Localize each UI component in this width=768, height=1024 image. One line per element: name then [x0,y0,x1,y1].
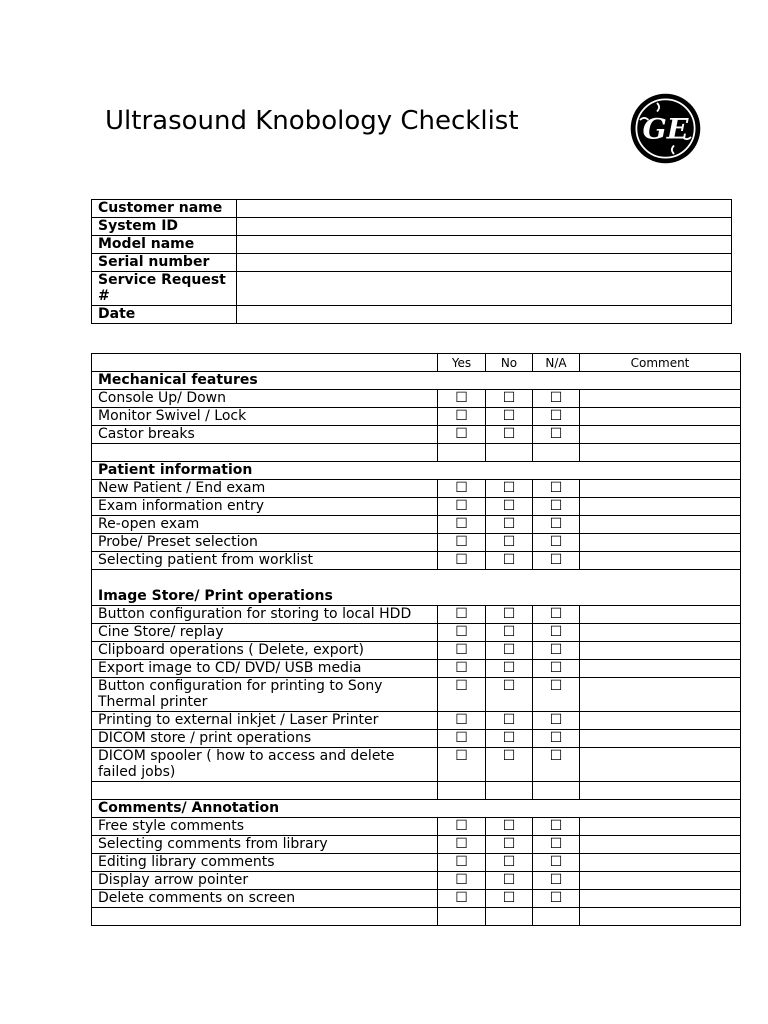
spacer-cell [486,908,533,926]
item-label: Printing to external inkjet / Laser Printer [92,712,438,730]
checklist-row [92,624,741,642]
checklist-row [92,426,741,444]
no-checkbox[interactable]: ☐ [486,748,533,782]
no-checkbox[interactable]: ☐ [486,660,533,678]
info-value-field[interactable] [237,200,732,218]
na-checkbox[interactable]: ☐ [533,498,580,516]
checklist-row [92,748,741,782]
comment-field[interactable] [580,730,741,748]
no-checkbox[interactable]: ☐ [486,498,533,516]
yes-checkbox[interactable]: ☐ [438,818,486,836]
info-label: System ID [92,218,237,236]
yes-checkbox[interactable]: ☐ [438,498,486,516]
section-row [92,372,741,390]
comment-field[interactable] [580,678,741,712]
section-title: Comments/ Annotation [92,800,741,818]
item-label: Display arrow pointer [92,872,438,890]
no-checkbox[interactable]: ☐ [486,730,533,748]
comment-field[interactable] [580,606,741,624]
checklist-row [92,534,741,552]
header-no: No [486,354,533,372]
header-yes: Yes [438,354,486,372]
checklist-row [92,836,741,854]
na-checkbox[interactable]: ☐ [533,534,580,552]
comment-field[interactable] [580,534,741,552]
checklist-row [92,498,741,516]
checklist-row [92,660,741,678]
no-checkbox[interactable]: ☐ [486,712,533,730]
item-label: Delete comments on screen [92,890,438,908]
item-label: Cine Store/ replay [92,624,438,642]
na-checkbox[interactable]: ☐ [533,624,580,642]
info-row [92,272,732,306]
item-label: DICOM store / print operations [92,730,438,748]
section-row [92,570,741,606]
na-checkbox[interactable]: ☐ [533,712,580,730]
header-comment: Comment [580,354,741,372]
comment-field[interactable] [580,854,741,872]
yes-checkbox[interactable]: ☐ [438,854,486,872]
info-value-field[interactable] [237,218,732,236]
checklist-row [92,516,741,534]
yes-checkbox[interactable]: ☐ [438,872,486,890]
spacer-cell [438,782,486,800]
checklist-row [92,872,741,890]
no-checkbox[interactable]: ☐ [486,606,533,624]
yes-checkbox[interactable]: ☐ [438,408,486,426]
yes-checkbox[interactable]: ☐ [438,624,486,642]
checklist-row [92,408,741,426]
item-label: Selecting comments from library [92,836,438,854]
checklist-header-row [92,354,741,372]
no-checkbox[interactable]: ☐ [486,552,533,570]
no-checkbox[interactable]: ☐ [486,854,533,872]
no-checkbox[interactable]: ☐ [486,390,533,408]
info-label: Service Request # [92,272,237,306]
comment-field[interactable] [580,498,741,516]
comment-field[interactable] [580,642,741,660]
section-title: Patient information [92,462,741,480]
ge-logo-icon [630,93,701,164]
item-label: Editing library comments [92,854,438,872]
spacer-cell [438,908,486,926]
yes-checkbox[interactable]: ☐ [438,836,486,854]
spacer-cell [580,782,741,800]
spacer-cell [580,908,741,926]
header-na: N/A [533,354,580,372]
yes-checkbox[interactable]: ☐ [438,678,486,712]
spacer-row [92,782,741,800]
yes-checkbox[interactable]: ☐ [438,552,486,570]
comment-field[interactable] [580,890,741,908]
checklist-row [92,390,741,408]
item-label: Re-open exam [92,516,438,534]
item-label: Selecting patient from worklist [92,552,438,570]
customer-info-table [91,199,732,324]
spacer-cell [486,782,533,800]
comment-field[interactable] [580,748,741,782]
info-row [92,200,732,218]
spacer-cell [533,444,580,462]
item-label: Button configuration for printing to Sony Thermal printer [92,678,438,712]
info-label: Date [92,306,237,324]
checklist-row [92,890,741,908]
yes-checkbox[interactable]: ☐ [438,516,486,534]
yes-checkbox[interactable]: ☐ [438,606,486,624]
yes-checkbox[interactable]: ☐ [438,660,486,678]
checklist-row [92,818,741,836]
na-checkbox[interactable]: ☐ [533,872,580,890]
spacer-cell [92,782,438,800]
yes-checkbox[interactable]: ☐ [438,390,486,408]
yes-checkbox[interactable]: ☐ [438,534,486,552]
checklist-row [92,642,741,660]
na-checkbox[interactable]: ☐ [533,836,580,854]
comment-field[interactable] [580,390,741,408]
checklist-row [92,606,741,624]
yes-checkbox[interactable]: ☐ [438,730,486,748]
na-checkbox[interactable]: ☐ [533,480,580,498]
comment-field[interactable] [580,836,741,854]
info-row [92,218,732,236]
na-checkbox[interactable]: ☐ [533,408,580,426]
na-checkbox[interactable]: ☐ [533,748,580,782]
na-checkbox[interactable]: ☐ [533,390,580,408]
yes-checkbox[interactable]: ☐ [438,748,486,782]
spacer-cell [438,444,486,462]
section-title: Image Store/ Print operations [92,570,741,606]
section-title: Mechanical features [92,372,741,390]
info-label: Customer name [92,200,237,218]
no-checkbox[interactable]: ☐ [486,678,533,712]
na-checkbox[interactable]: ☐ [533,660,580,678]
no-checkbox[interactable]: ☐ [486,890,533,908]
checklist-row [92,552,741,570]
item-label: Clipboard operations ( Delete, export) [92,642,438,660]
info-row [92,254,732,272]
na-checkbox[interactable]: ☐ [533,426,580,444]
checklist-table [91,353,741,926]
checklist-row [92,712,741,730]
comment-field[interactable] [580,818,741,836]
comment-field[interactable] [580,480,741,498]
comment-field[interactable] [580,426,741,444]
checklist-row [92,730,741,748]
yes-checkbox[interactable]: ☐ [438,712,486,730]
item-label: Castor breaks [92,426,438,444]
no-checkbox[interactable]: ☐ [486,408,533,426]
header-item-cell [92,354,438,372]
no-checkbox[interactable]: ☐ [486,624,533,642]
yes-checkbox[interactable]: ☐ [438,480,486,498]
no-checkbox[interactable]: ☐ [486,872,533,890]
comment-field[interactable] [580,408,741,426]
spacer-cell [486,444,533,462]
no-checkbox[interactable]: ☐ [486,534,533,552]
comment-field[interactable] [580,712,741,730]
item-label: Button configuration for storing to local HDD [92,606,438,624]
no-checkbox[interactable]: ☐ [486,516,533,534]
na-checkbox[interactable]: ☐ [533,854,580,872]
spacer-cell [92,908,438,926]
checklist-row [92,480,741,498]
no-checkbox[interactable]: ☐ [486,836,533,854]
comment-field[interactable] [580,516,741,534]
no-checkbox[interactable]: ☐ [486,642,533,660]
info-row [92,236,732,254]
page-title: Ultrasound Knobology Checklist [105,106,519,136]
info-value-field[interactable] [237,254,732,272]
info-label: Serial number [92,254,237,272]
na-checkbox[interactable]: ☐ [533,890,580,908]
spacer-cell [533,782,580,800]
na-checkbox[interactable]: ☐ [533,818,580,836]
na-checkbox[interactable]: ☐ [533,552,580,570]
spacer-cell [533,908,580,926]
yes-checkbox[interactable]: ☐ [438,642,486,660]
no-checkbox[interactable]: ☐ [486,426,533,444]
no-checkbox[interactable]: ☐ [486,818,533,836]
spacer-row [92,444,741,462]
info-row [92,306,732,324]
info-value-field[interactable] [237,306,732,324]
item-label: DICOM spooler ( how to access and delete failed jobs) [92,748,438,782]
item-label: New Patient / End exam [92,480,438,498]
yes-checkbox[interactable]: ☐ [438,426,486,444]
section-row [92,462,741,480]
comment-field[interactable] [580,660,741,678]
item-label: Export image to CD/ DVD/ USB media [92,660,438,678]
spacer-cell [580,444,741,462]
item-label: Probe/ Preset selection [92,534,438,552]
checklist-row [92,854,741,872]
item-label: Exam information entry [92,498,438,516]
item-label: Console Up/ Down [92,390,438,408]
ge-logo-text: GE [642,111,689,146]
na-checkbox[interactable]: ☐ [533,516,580,534]
na-checkbox[interactable]: ☐ [533,730,580,748]
spacer-cell [92,444,438,462]
na-checkbox[interactable]: ☐ [533,606,580,624]
info-value-field[interactable] [237,236,732,254]
info-value-field[interactable] [237,272,732,306]
comment-field[interactable] [580,872,741,890]
comment-field[interactable] [580,552,741,570]
comment-field[interactable] [580,624,741,642]
item-label: Monitor Swivel / Lock [92,408,438,426]
item-label: Free style comments [92,818,438,836]
yes-checkbox[interactable]: ☐ [438,890,486,908]
section-row [92,800,741,818]
na-checkbox[interactable]: ☐ [533,642,580,660]
na-checkbox[interactable]: ☐ [533,678,580,712]
checklist-row [92,678,741,712]
info-label: Model name [92,236,237,254]
spacer-row [92,908,741,926]
no-checkbox[interactable]: ☐ [486,480,533,498]
